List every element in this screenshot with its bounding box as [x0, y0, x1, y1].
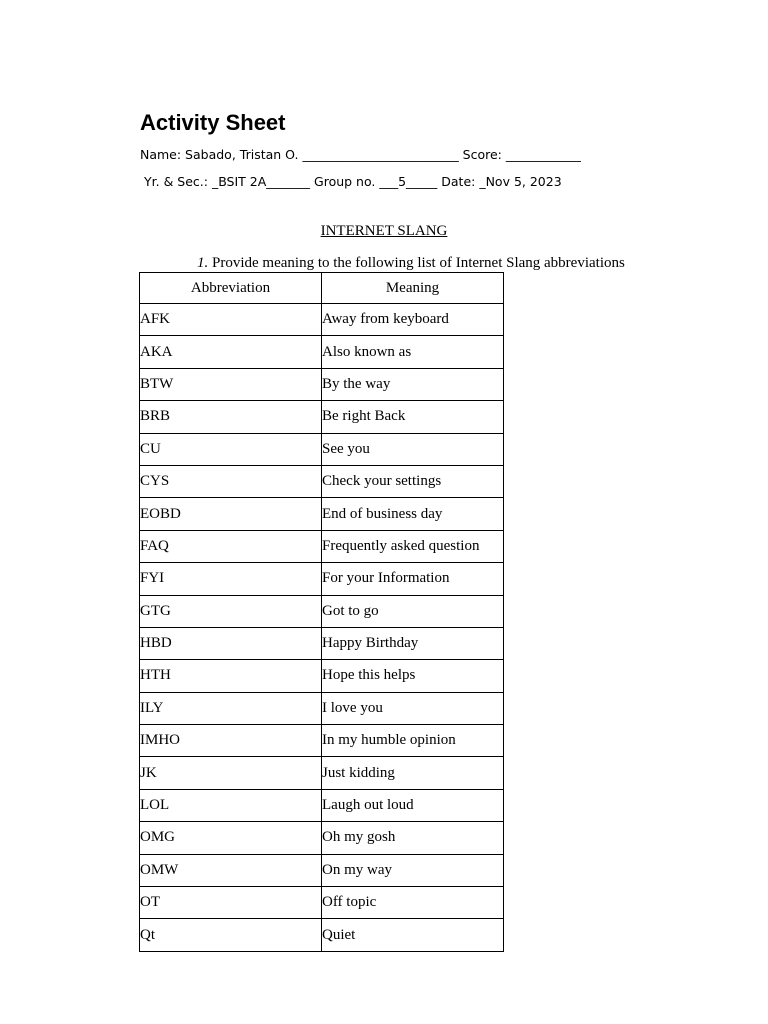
meaning-cell: I love you: [322, 692, 504, 724]
abbreviation-cell: BTW: [140, 368, 322, 400]
name-score-line: Name: Sabado, Tristan O. _________________________ Score: ____________: [140, 147, 581, 162]
abbreviation-cell: AKA: [140, 336, 322, 368]
table-row: [140, 692, 504, 724]
meaning-cell: Away from keyboard: [322, 304, 504, 336]
abbreviation-cell: AFK: [140, 304, 322, 336]
table-row: [140, 530, 504, 562]
table-row: [140, 822, 504, 854]
table-row: [140, 498, 504, 530]
section-heading: INTERNET SLANG: [320, 223, 448, 239]
abbreviation-cell: OMG: [140, 822, 322, 854]
table-row: [140, 919, 504, 951]
meaning-cell: Be right Back: [322, 401, 504, 433]
table-row: [140, 563, 504, 595]
meaning-cell: On my way: [322, 854, 504, 886]
table-row: [140, 789, 504, 821]
meaning-cell: Hope this helps: [322, 660, 504, 692]
abbreviation-cell: CU: [140, 433, 322, 465]
meaning-cell: Frequently asked question: [322, 530, 504, 562]
table-row: [140, 304, 504, 336]
abbreviation-cell: HTH: [140, 660, 322, 692]
meaning-cell: See you: [322, 433, 504, 465]
header-abbreviation: Abbreviation: [140, 273, 322, 304]
table-header-row: [140, 273, 504, 304]
abbreviation-cell: IMHO: [140, 725, 322, 757]
section-group-date-line: Yr. & Sec.: _BSIT 2A_______ Group no. ___5_____ Date: _Nov 5, 2023: [144, 174, 562, 189]
table-row: [140, 368, 504, 400]
instruction-number: 1.: [197, 255, 209, 271]
table-row: [140, 725, 504, 757]
abbreviation-cell: GTG: [140, 595, 322, 627]
meaning-cell: End of business day: [322, 498, 504, 530]
meaning-cell: Also known as: [322, 336, 504, 368]
table-body: [140, 304, 504, 952]
meaning-cell: Quiet: [322, 919, 504, 951]
meaning-cell: Oh my gosh: [322, 822, 504, 854]
table-row: [140, 854, 504, 886]
meaning-cell: Off topic: [322, 887, 504, 919]
abbreviation-cell: ILY: [140, 692, 322, 724]
abbreviation-cell: FYI: [140, 563, 322, 595]
table-row: [140, 757, 504, 789]
meaning-cell: Check your settings: [322, 465, 504, 497]
table-row: [140, 595, 504, 627]
meaning-cell: By the way: [322, 368, 504, 400]
table-row: [140, 336, 504, 368]
table-row: [140, 433, 504, 465]
abbreviation-cell: JK: [140, 757, 322, 789]
abbreviation-cell: OMW: [140, 854, 322, 886]
meaning-cell: For your Information: [322, 563, 504, 595]
table-row: [140, 660, 504, 692]
table-row: [140, 465, 504, 497]
abbreviation-cell: OT: [140, 887, 322, 919]
abbreviation-cell: EOBD: [140, 498, 322, 530]
abbreviation-cell: BRB: [140, 401, 322, 433]
abbreviation-cell: LOL: [140, 789, 322, 821]
meaning-cell: In my humble opinion: [322, 725, 504, 757]
abbreviation-cell: CYS: [140, 465, 322, 497]
abbreviation-cell: Qt: [140, 919, 322, 951]
instruction-text: Provide meaning to the following list of Internet Slang abbreviations: [208, 255, 625, 271]
page-title: Activity Sheet: [140, 110, 286, 135]
abbreviation-cell: FAQ: [140, 530, 322, 562]
meaning-cell: Happy Birthday: [322, 627, 504, 659]
slang-table: [139, 272, 504, 952]
table-row: [140, 887, 504, 919]
instruction: [197, 254, 625, 272]
meaning-cell: Just kidding: [322, 757, 504, 789]
meaning-cell: Got to go: [322, 595, 504, 627]
table-row: [140, 627, 504, 659]
header-meaning: Meaning: [322, 273, 504, 304]
table-row: [140, 401, 504, 433]
abbreviation-cell: HBD: [140, 627, 322, 659]
meaning-cell: Laugh out loud: [322, 789, 504, 821]
